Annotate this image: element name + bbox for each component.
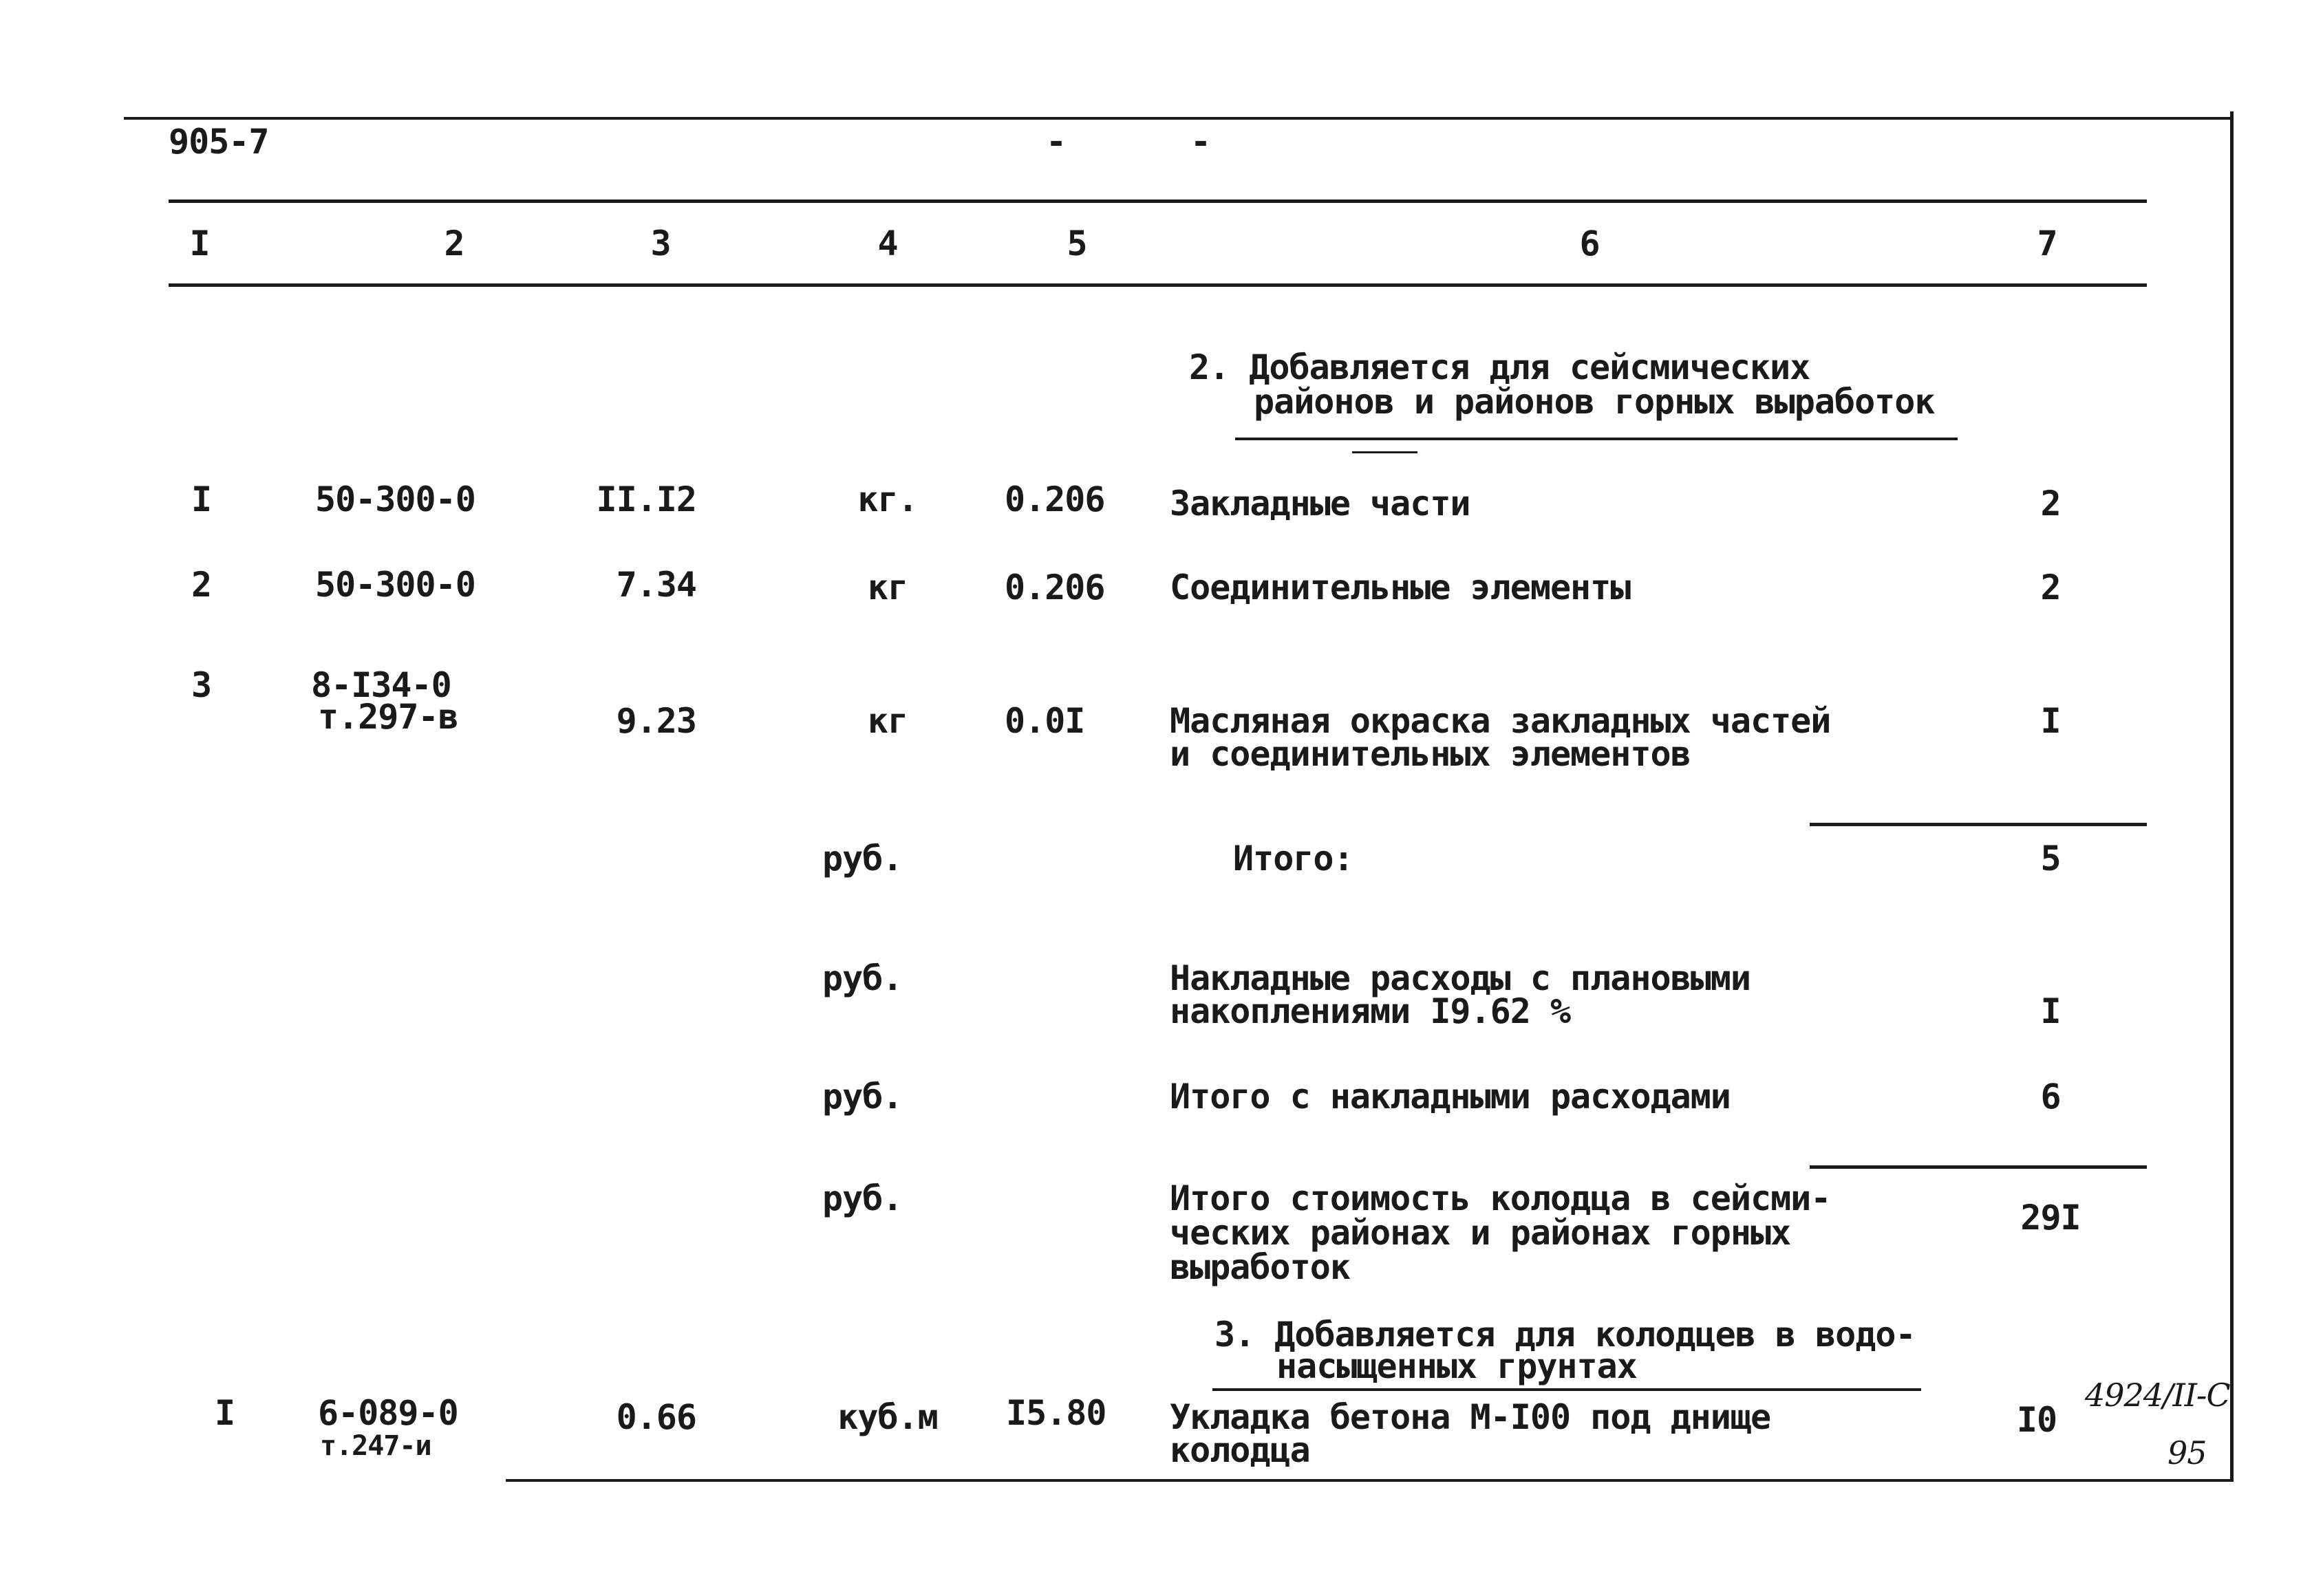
summary-total: I [2040,991,2061,1031]
unit-price: 0.0I [1005,701,1085,741]
quantity: 0.66 [616,1397,696,1437]
unit: кг [867,701,908,741]
summary-total: 5 [2040,839,2061,878]
summary-unit: руб. [822,1178,903,1218]
column-header: 5 [1067,224,1087,263]
summary-label: ческих районах и районах горных [1170,1213,1791,1253]
column-header: 3 [650,224,671,263]
column-header: 4 [877,224,898,263]
summary-label: накоплениями I9.62 % [1170,991,1571,1031]
summary-unit: руб. [822,1077,903,1117]
norm-ref: т.247-и [320,1430,431,1462]
column-header: 6 [1579,224,1600,263]
summary-label: Накладные расходы с плановыми [1170,958,1751,998]
section-2-underline [1235,438,1958,440]
norm-code: 50-300-0 [315,565,475,605]
summary-unit: руб. [822,958,903,998]
header-dash: - [1046,122,1067,162]
header-rule-top [169,200,2147,203]
row-number: I [215,1393,235,1433]
bottom-rule [506,1479,2233,1482]
row-number: 2 [191,565,212,605]
section-3-title: насыщенных грунтах [1276,1346,1637,1386]
summary-label: Итого с накладными расходами [1170,1077,1731,1117]
summary-label: Итого стоимость колодца в сейсми- [1170,1178,1831,1218]
summary-total: 6 [2040,1077,2061,1117]
row-number: 3 [191,665,212,705]
page-number: 95 [2167,1434,2207,1471]
summary-label: Итого: [1233,839,1353,878]
item-name: и соединительных элементов [1170,734,1691,774]
unit-price: I5.80 [1006,1393,1106,1433]
summary-total: 29I [2020,1198,2081,1238]
header-dash: - [1190,122,1211,162]
norm-code: 50-300-0 [315,479,475,519]
header-rule-bottom [169,283,2147,287]
top-border [124,117,2233,120]
norm-code: 8-I34-0 [311,665,451,705]
column-header: 7 [2037,224,2057,263]
unit-price: 0.206 [1005,479,1105,519]
section-2-underline [1352,451,1417,453]
unit: кг [867,568,908,607]
summary-unit: руб. [822,839,903,878]
quantity: 9.23 [616,701,696,741]
section-2-title: 2. Добавляется для сейсмических [1189,347,1810,387]
norm-ref: т.297-в [318,697,458,737]
row-number: I [191,479,212,519]
summary-label: выработок [1170,1247,1350,1287]
unit: кг. [857,479,918,519]
right-border [2230,111,2234,1482]
doc-code: 905-7 [169,122,269,162]
subtotal-rule [1810,823,2147,826]
row-total: I [2040,701,2061,741]
item-name: Соединительные элементы [1170,568,1631,607]
section-3-underline [1212,1388,1921,1391]
column-header: I [189,224,210,263]
section-3-title: 3. Добавляется для колодцев в водо- [1214,1315,1916,1355]
row-total: 2 [2040,484,2061,524]
quantity: II.I2 [596,479,696,519]
item-name: Укладка бетона М-I00 под днище [1170,1397,1771,1437]
item-name: колодца [1170,1430,1310,1470]
norm-code: 6-089-0 [318,1393,458,1433]
section-2-title: районов и районов горных выработок [1254,382,1935,422]
column-header: 2 [444,224,464,263]
quantity: 7.34 [616,565,696,605]
item-name: Закладные части [1170,484,1470,524]
item-name: Масляная окраска закладных частей [1170,701,1831,741]
row-total: 2 [2040,568,2061,607]
row-total: I0 [2016,1400,2057,1440]
total-rule [1810,1165,2147,1169]
unit-price: 0.206 [1005,568,1105,607]
archive-ref: 4924/II-С [2085,1377,2230,1414]
unit: куб.м [837,1397,938,1437]
